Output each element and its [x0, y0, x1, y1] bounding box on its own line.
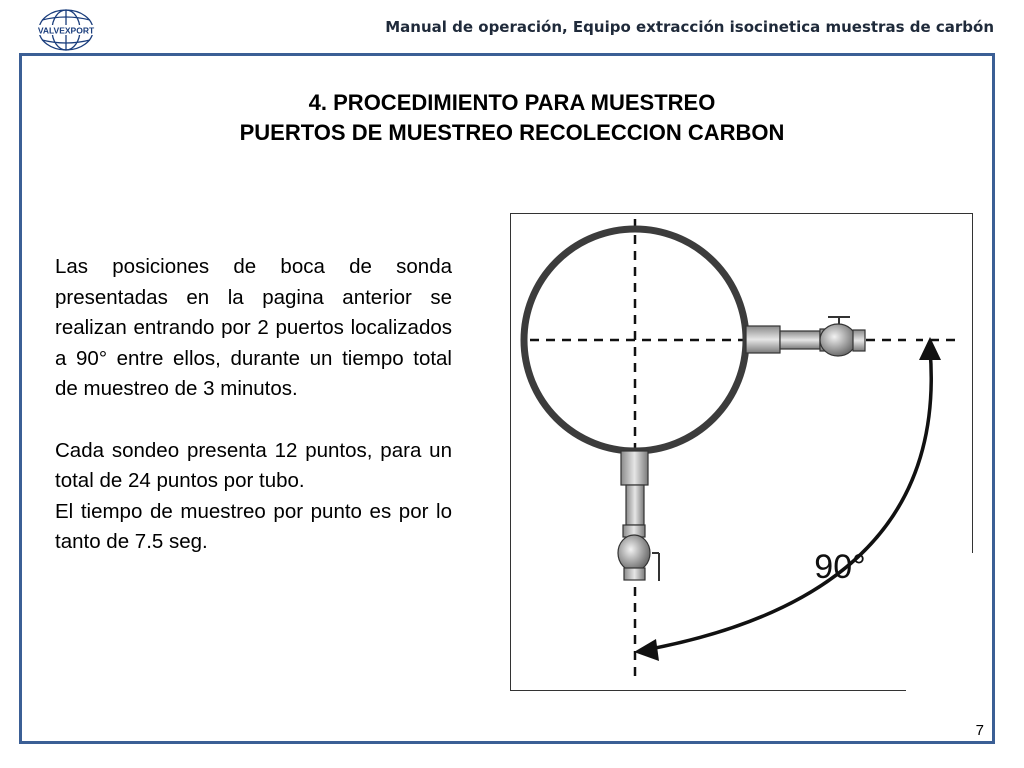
heading-line-1: 4. PROCEDIMIENTO PARA MUESTREO: [308, 90, 716, 115]
paragraph-time: El tiempo de muestreo por punto es por lo tanto de 7.5 seg.: [55, 499, 452, 553]
page-number: 7: [975, 722, 984, 739]
paragraph-points: Cada sondeo presenta 12 puntos, para un total de 24 puntos por tubo.: [55, 438, 452, 492]
valvexport-logo: [34, 8, 98, 52]
logo-text: VALVEXPORT: [37, 25, 95, 36]
header-title: Manual de operación, Equipo extracción isocinetica muestras de carbón: [385, 18, 994, 36]
heading-line-2: PUERTOS DE MUESTREO RECOLECCION CARBON: [239, 120, 785, 145]
angle-label: 90°: [814, 548, 866, 586]
body-text: [55, 252, 452, 558]
paragraph-positions: Las posiciones de boca de sonda presentadas en la pagina anterior se realizan entrando por 2 puertos localizados a 90° entre ellos, durante un tiempo total de muestreo de 3 minutos.: [55, 255, 452, 400]
figure-border: [511, 214, 973, 691]
sampling-ports-diagram: [510, 213, 973, 691]
section-heading: [0, 88, 1024, 148]
